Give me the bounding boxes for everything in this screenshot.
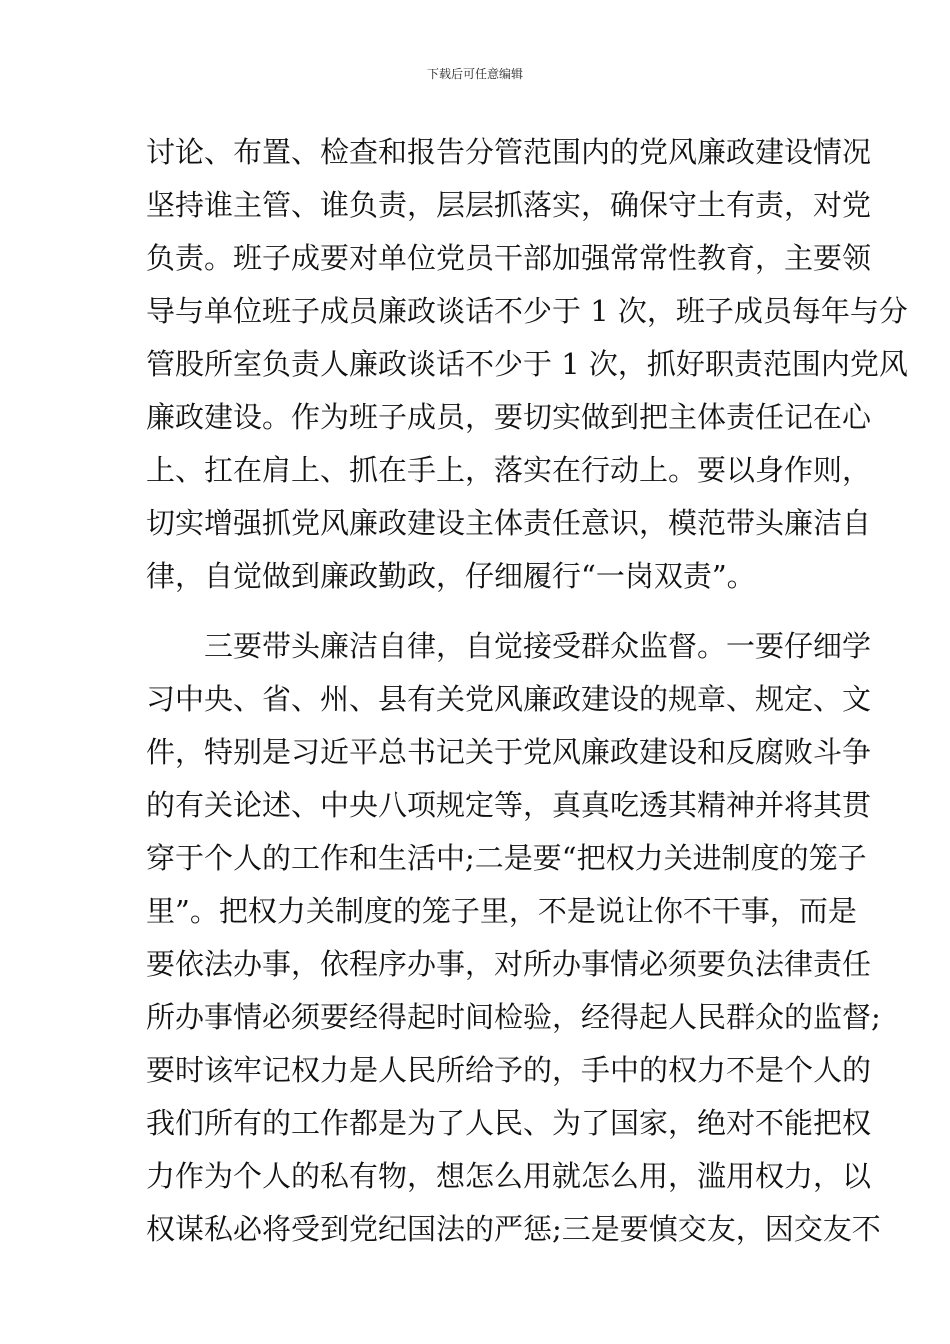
- text-line: 要时该牢记权力是人民所给予的，手中的权力不是个人的: [146, 1053, 872, 1087]
- text-line: 切实增强抓党风廉政建设主体责任意识，模范带头廉洁自: [146, 506, 872, 540]
- text-line: 廉政建设。作为班子成员，要切实做到把主体责任记在心: [146, 400, 872, 434]
- text-line: 权谋私必将受到党纪国法的严惩;三是要慎交友，因交友不: [146, 1212, 881, 1246]
- text-line: 讨论、布置、检查和报告分管范围内的党风廉政建设情况: [146, 135, 872, 169]
- text-line: 件，特别是习近平总书记关于党风廉政建设和反腐败斗争: [146, 735, 872, 769]
- text-line: 管股所室负责人廉政谈话不少于 1 次，抓好职责范围内党风: [146, 347, 908, 381]
- text-line: 力作为个人的私有物，想怎么用就怎么用，滥用权力，以: [146, 1159, 872, 1193]
- text-line: 负责。班子成要对单位党员干部加强常常性教育，主要领: [146, 241, 872, 275]
- text-line: 坚持谁主管、谁负责，层层抓落实，确保守土有责，对党: [146, 188, 872, 222]
- text-line: 律，自觉做到廉政勤政，仔细履行“一岗双责”。: [146, 559, 756, 593]
- text-line: 里”。把权力关制度的笼子里，不是说让你不干事，而是: [146, 894, 857, 928]
- paragraph-2: [146, 620, 881, 1256]
- text-line: 的有关论述、中央八项规定等，真真吃透其精神并将其贯: [146, 788, 872, 822]
- text-line: 要依法办事，依程序办事，对所办事情必须要负法律责任: [146, 947, 872, 981]
- text-line: 穿于个人的工作和生活中;二是要“把权力关进制度的笼子: [146, 841, 867, 875]
- paragraph-1: [146, 126, 908, 603]
- text-line: 导与单位班子成员廉政谈话不少于 1 次，班子成员每年与分: [146, 294, 908, 328]
- text-line: 我们所有的工作都是为了人民、为了国家，绝对不能把权: [146, 1106, 872, 1140]
- text-line: 上、扛在肩上、抓在手上，落实在行动上。要以身作则，: [146, 453, 872, 487]
- text-line: 习中央、省、州、县有关党风廉政建设的规章、规定、文: [146, 682, 872, 716]
- page-header: 下载后可任意编辑: [426, 67, 523, 81]
- text-line: 所办事情必须要经得起时间检验，经得起人民群众的监督;: [146, 1000, 881, 1034]
- text-line-first: 三要带头廉洁自律，自觉接受群众监督。一要仔细学: [204, 629, 872, 663]
